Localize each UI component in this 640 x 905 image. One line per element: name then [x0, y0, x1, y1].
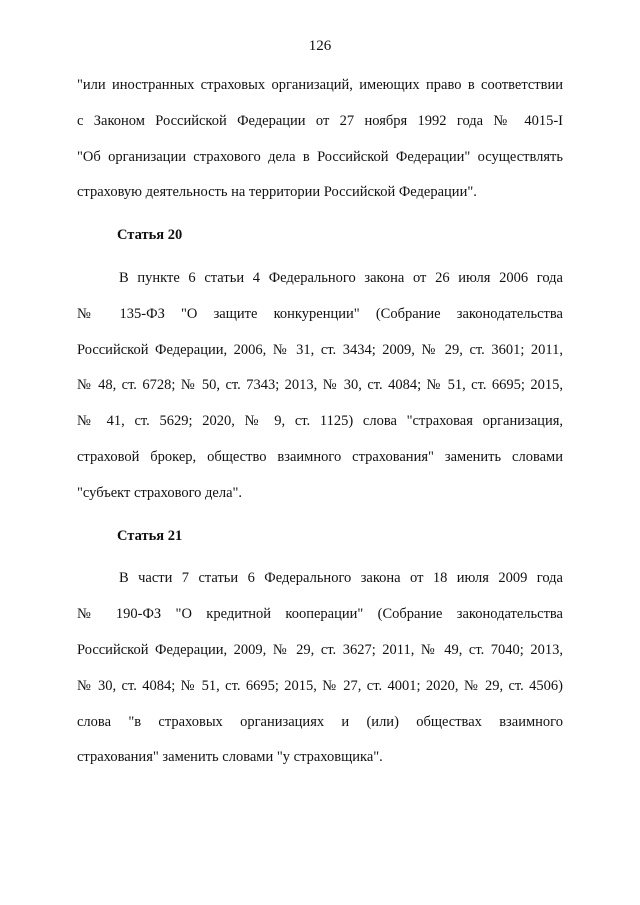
article-20-heading: Статья 20: [117, 227, 183, 244]
text-line: № 135-ФЗ "О защите конкуренции" (Собрание законодательства: [77, 305, 563, 322]
text-line: № 48, ст. 6728; № 50, ст. 7343; 2013, № 30, ст. 4084; № 51, ст. 6695; 2015,: [77, 377, 563, 394]
document-body: [77, 68, 563, 776]
article-21-heading: Статья 21: [117, 527, 183, 544]
text-line: страховой брокер, общество взаимного страхования" заменить словами: [77, 448, 563, 465]
article-21-paragraph: [77, 561, 563, 776]
text-line: № 30, ст. 4084; № 51, ст. 6695; 2015, № 27, ст. 4001; 2020, № 29, ст. 4506): [77, 677, 563, 694]
text-line: Российской Федерации, 2006, № 31, ст. 3434; 2009, № 29, ст. 3601; 2011,: [77, 341, 563, 358]
intro-paragraph: [77, 68, 563, 211]
text-line: Российской Федерации, 2009, № 29, ст. 3627; 2011, № 49, ст. 7040; 2013,: [77, 641, 563, 658]
text-line: "или иностранных страховых организаций, имеющих право в соответствии: [77, 77, 563, 93]
text-line: В пункте 6 статьи 4 Федерального закона от 26 июля 2006 года: [119, 269, 563, 286]
text-line: № 41, ст. 5629; 2020, № 9, ст. 1125) слова "страховая организация,: [77, 413, 563, 430]
text-line: "Об организации страхового дела в Российской Федерации" осуществлять: [77, 148, 563, 165]
text-line: страхования" заменить словами "у страховщика".: [77, 749, 383, 766]
article-20-paragraph: [77, 261, 563, 512]
text-line: В части 7 статьи 6 Федерального закона от 18 июля 2009 года: [119, 570, 563, 587]
text-line: "субъект страхового дела".: [77, 484, 243, 501]
text-line: № 190-ФЗ "О кредитной кооперации" (Собрание законодательства: [77, 606, 563, 623]
text-line: страховую деятельность на территории Российской Федерации".: [77, 184, 477, 201]
text-line: с Законом Российской Федерации от 27 ноября 1992 года № 4015-I: [77, 112, 563, 129]
text-line: слова "в страховых организациях и (или) обществах взаимного: [77, 713, 563, 730]
page-number: 126: [308, 38, 332, 54]
